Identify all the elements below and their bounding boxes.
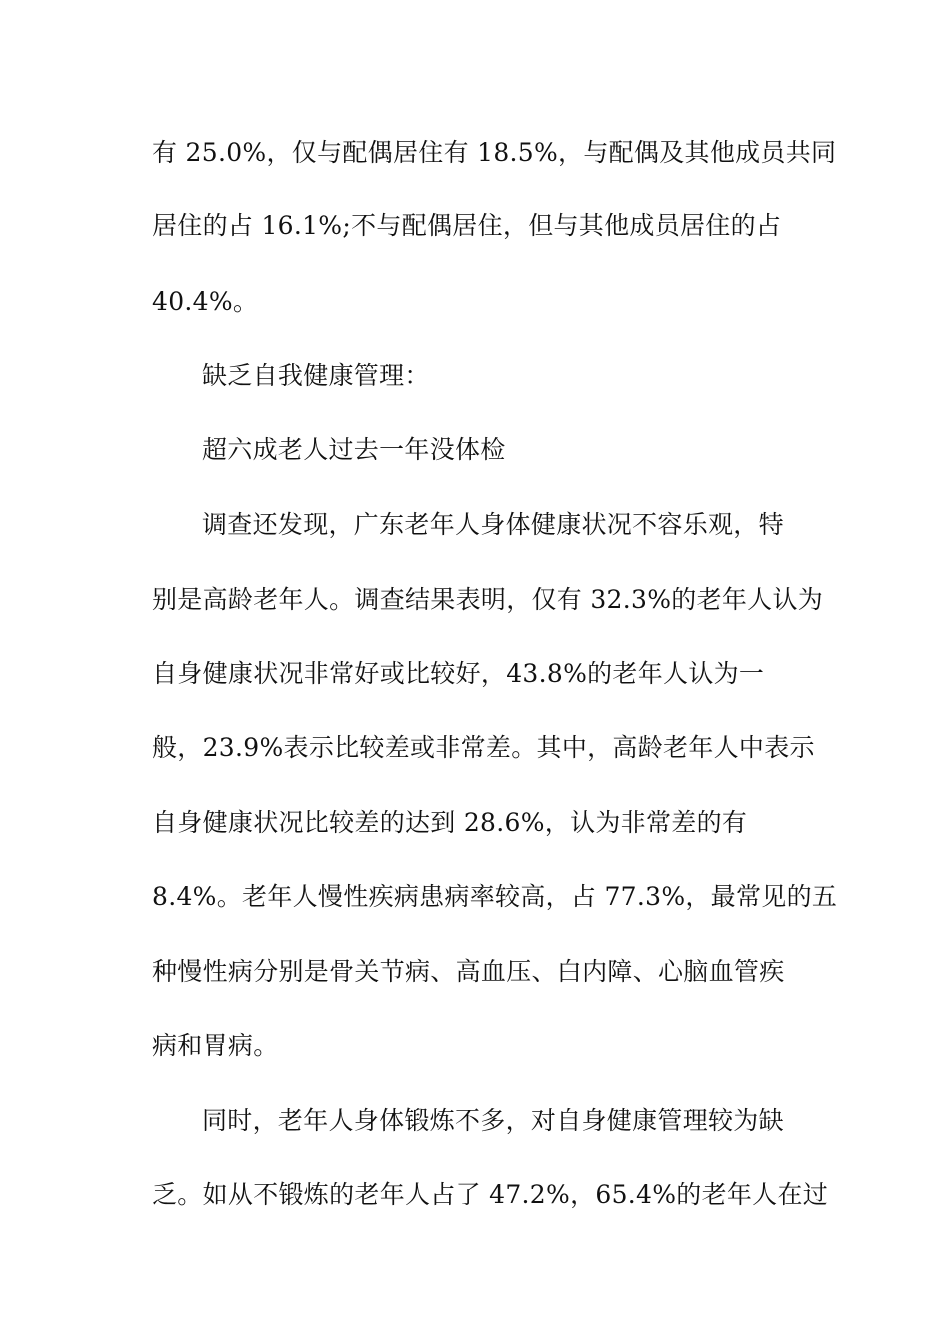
- text-line: 有 25.0%，仅与配偶居住有 18.5%，与配偶及其他成员共同: [152, 138, 837, 167]
- text-line: 同时，老年人身体锻炼不多，对自身健康管理较为缺: [202, 1106, 784, 1135]
- text-line: 调查还发现，广东老年人身体健康状况不容乐观，特: [202, 510, 784, 539]
- text-line: 种慢性病分别是骨关节病、高血压、白内障、心脑血管疾: [152, 957, 785, 986]
- text-line: 8.4%。老年人慢性疾病患病率较高，占 77.3%，最常见的五: [152, 882, 838, 911]
- text-line: 40.4%。: [152, 287, 259, 316]
- section-heading: 缺乏自我健康管理：: [202, 361, 430, 390]
- section-subheading: 超六成老人过去一年没体检: [202, 435, 506, 464]
- text-line: 般，23.9%表示比较差或非常差。其中，高龄老年人中表示: [152, 733, 815, 762]
- text-line: 乏。如从不锻炼的老年人占了 47.2%，65.4%的老年人在过: [152, 1180, 829, 1209]
- text-line: 别是高龄老年人。调查结果表明，仅有 32.3%的老年人认为: [152, 585, 824, 614]
- text-line: 病和胃病。: [152, 1031, 279, 1060]
- text-line: 自身健康状况比较差的达到 28.6%，认为非常差的有: [152, 808, 748, 837]
- text-line: 居住的占 16.1%;不与配偶居住，但与其他成员居住的占: [152, 211, 782, 240]
- text-line: 自身健康状况非常好或比较好，43.8%的老年人认为一: [152, 659, 765, 688]
